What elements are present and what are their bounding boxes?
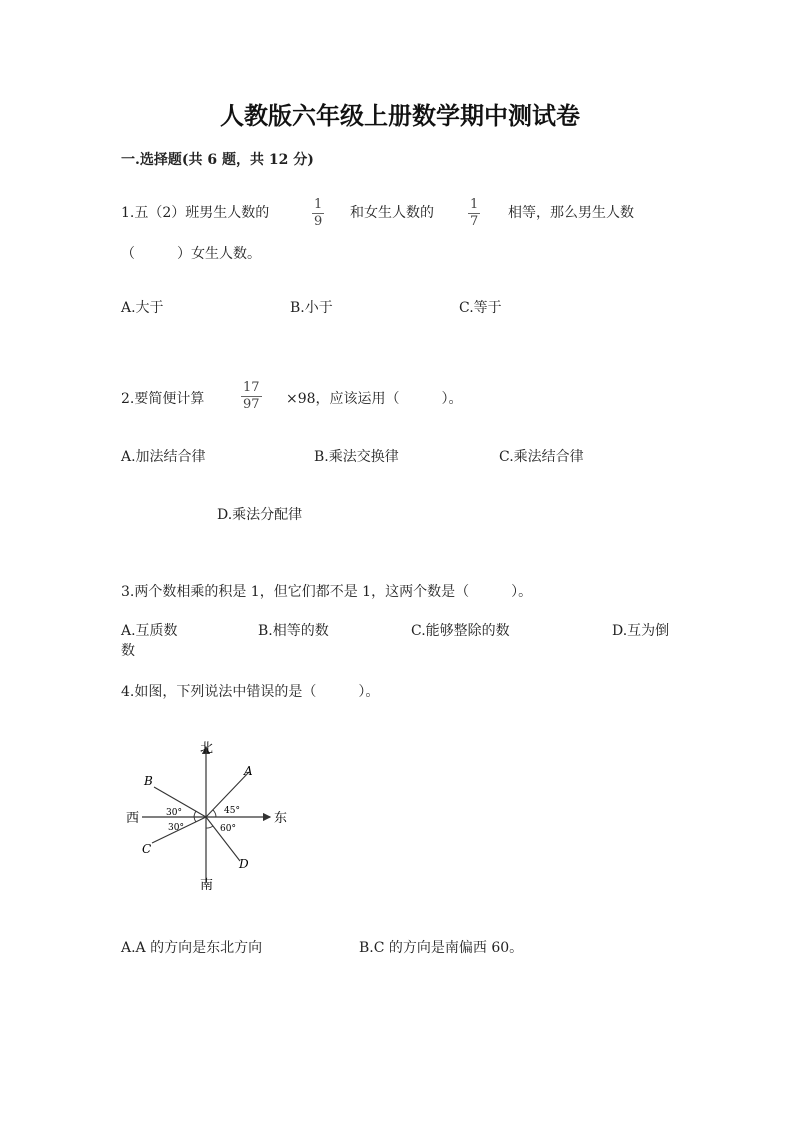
label-point-a: A bbox=[244, 764, 253, 778]
q2-frac-denominator: 97 bbox=[243, 397, 260, 412]
q3-option-d[interactable]: D.互为倒 bbox=[612, 623, 670, 639]
label-point-b: B bbox=[144, 774, 153, 788]
q4-option-b[interactable]: B.C 的方向是南偏西 60。 bbox=[359, 940, 524, 956]
q2-option-b[interactable]: B.乘法交换律 bbox=[314, 449, 399, 465]
q1-frac1-denominator: 9 bbox=[314, 214, 323, 229]
q2-option-c[interactable]: C.乘法结合律 bbox=[499, 449, 584, 465]
q1-fraction-2 bbox=[468, 198, 480, 229]
label-point-c: C bbox=[142, 842, 152, 856]
q2-suffix: ×98，应该运用（ ）。 bbox=[286, 391, 463, 407]
q1-option-b[interactable]: B.小于 bbox=[290, 300, 333, 316]
page-title: 人教版六年级上册数学期中测试卷 bbox=[220, 101, 580, 130]
angle-arc-se bbox=[206, 826, 213, 828]
q1-suffix: 相等，那么男生人数 bbox=[508, 205, 634, 221]
q1-option-c[interactable]: C.等于 bbox=[459, 300, 502, 316]
angle-arc-nw bbox=[194, 811, 196, 817]
angle-label-b: 30° bbox=[166, 808, 182, 818]
q1-fraction-1 bbox=[312, 198, 324, 229]
q1-frac1-numerator: 1 bbox=[314, 197, 323, 212]
q2-fraction bbox=[241, 381, 262, 412]
q1-frac2-denominator: 7 bbox=[470, 214, 479, 229]
q1-prefix: 1.五（2）班男生人数的 bbox=[121, 205, 270, 221]
angle-arc-sw bbox=[194, 817, 196, 822]
angle-label-c: 30° bbox=[168, 823, 184, 833]
q3-text: 3.两个数相乘的积是 1，但它们都不是 1，这两个数是（ ）。 bbox=[121, 584, 533, 600]
angle-label-a: 45° bbox=[224, 806, 240, 816]
q3-option-a[interactable]: A.互质数 bbox=[121, 623, 178, 639]
q1-option-a[interactable]: A.大于 bbox=[121, 300, 164, 316]
q4-option-a[interactable]: A.A 的方向是东北方向 bbox=[121, 940, 263, 956]
q4-text: 4.如图，下列说法中错误的是（ ）。 bbox=[121, 684, 380, 700]
q3-option-d-wrap: 数 bbox=[121, 643, 135, 659]
q2-prefix: 2.要简便计算 bbox=[121, 391, 205, 407]
q3-option-b[interactable]: B.相等的数 bbox=[258, 623, 329, 639]
q1-frac2-numerator: 1 bbox=[470, 197, 479, 212]
label-point-d: D bbox=[239, 857, 249, 871]
angle-label-d: 60° bbox=[220, 824, 236, 834]
angle-arc-ne bbox=[213, 810, 216, 817]
q2-option-a[interactable]: A.加法结合律 bbox=[121, 449, 206, 465]
section-heading: 一.选择题(共 6 题，共 12 分) bbox=[121, 152, 314, 168]
q1-middle: 和女生人数的 bbox=[350, 205, 434, 221]
q3-option-c[interactable]: C.能够整除的数 bbox=[411, 623, 510, 639]
label-west: 西 bbox=[126, 811, 140, 826]
q2-option-d[interactable]: D.乘法分配律 bbox=[217, 507, 303, 523]
q2-frac-numerator: 17 bbox=[243, 380, 260, 395]
q1-line-2: （ ）女生人数。 bbox=[121, 246, 261, 262]
label-north: 北 bbox=[200, 741, 214, 756]
label-south: 南 bbox=[200, 878, 214, 893]
label-east: 东 bbox=[274, 811, 288, 826]
compass-direction-figure bbox=[118, 735, 298, 895]
